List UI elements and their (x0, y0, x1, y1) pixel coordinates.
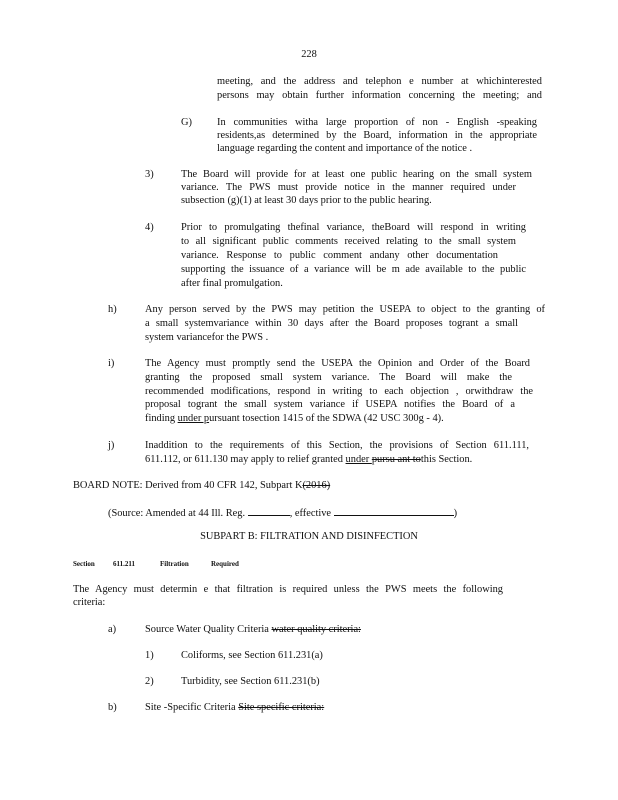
text-fragment: Source Water Quality Criteria (145, 624, 272, 635)
text-line: persons may obtain further information concerning the meeting; and (217, 90, 542, 101)
text-line: The Agency must promptly send the USEPA the Opinion and Order of the Board (145, 358, 530, 369)
item-label: j) (108, 440, 115, 451)
text-line: subsection (g)(1) at least 30 days prior to the public hearing. (181, 195, 432, 206)
struck-deletion: Site specific criteria: (238, 702, 325, 713)
struck-deletion: pursu ant to (371, 454, 421, 465)
board-note (73, 479, 330, 492)
text-line: Prior to promulgating thefinal variance, theBoard will respond in writing (181, 222, 526, 233)
source-note (108, 505, 457, 520)
struck-deletion: water quality criteria: (271, 624, 361, 635)
text-line: Coliforms, see Section 611.231(a) (181, 650, 323, 661)
blank-line (334, 505, 454, 516)
text-line: The Board will provide for at least one public hearing on the small system (181, 169, 532, 180)
text-fragment: finding (145, 413, 178, 424)
text-line: residents,as determined by the Board, information in the appropriate (217, 130, 537, 141)
board-note-text: BOARD NOTE: Derived from 40 CFR 142, Subpart K (73, 480, 303, 491)
item-label: 2) (145, 676, 154, 687)
section-title: Required (211, 560, 239, 568)
text-line: Inaddition to the requirements of this Section, the provisions of Section 611.111, (145, 440, 529, 451)
text-line: variance. The PWS must provide notice in the manner required under (181, 182, 516, 193)
source-text: , effective (289, 508, 332, 519)
text-line: Any person served by the PWS may petition the USEPA to object to the granting of (145, 304, 545, 315)
section-title: Filtration (160, 560, 189, 568)
section-number: 611.211 (113, 560, 135, 568)
section-label: Section (73, 560, 95, 568)
text-line: The Agency must determin e that filtration is required unless the PWS meets the following (73, 584, 503, 595)
text-line: language regarding the content and importance of the notice . (217, 143, 473, 154)
text-fragment: 611.112, or 611.130 may apply to relief granted (145, 454, 346, 465)
subpart-heading: SUBPART B: FILTRATION AND DISINFECTION (200, 531, 418, 542)
text-line (145, 412, 444, 425)
text-fragment: ursuant tosection 1415 of the SDWA (42 USC 300g - 4). (209, 413, 444, 424)
page-number: 228 (301, 49, 317, 60)
text-line: criteria: (73, 597, 106, 608)
text-line: meeting, and the address and telephon e number at whichinterested (217, 76, 542, 87)
item-label: b) (108, 702, 117, 713)
item-label: 1) (145, 650, 154, 661)
text-line: supporting the issuance of a variance will be m ade available to the public (181, 264, 526, 275)
underlined-insertion: under (345, 454, 372, 465)
text-line: system variancefor the PWS . (145, 332, 269, 343)
source-text: ) (453, 508, 458, 519)
item-label: G) (181, 117, 192, 128)
text-line: proposal togrant the small system variance if USEPA notifies the Board of a (145, 399, 515, 410)
text-line: variance. Response to public comment andany other documentation (181, 250, 498, 261)
text-fragment: Site -Specific Criteria (145, 702, 239, 713)
item-label: i) (108, 358, 115, 369)
text-line: after final promulgation. (181, 278, 283, 289)
text-line (145, 623, 361, 636)
item-label: 4) (145, 222, 154, 233)
item-label: a) (108, 624, 117, 635)
underlined-insertion: under p (177, 413, 210, 424)
text-line: In communities witha large proportion of non - English -speaking (217, 117, 537, 128)
text-line: recommended modifications, respond in writing to each objection , orwithdraw the (145, 386, 533, 397)
text-line (145, 701, 324, 714)
item-label: h) (108, 304, 117, 315)
item-label: 3) (145, 169, 154, 180)
struck-deletion: (2016) (302, 480, 331, 491)
text-fragment: this Section. (420, 454, 473, 465)
blank-line (248, 505, 290, 516)
text-line: Turbidity, see Section 611.231(b) (181, 676, 320, 687)
source-text: (Source: Amended at 44 Ill. Reg. (108, 508, 246, 519)
text-line: granting the proposed small system variance. The Board will make the (145, 372, 512, 383)
text-line (145, 453, 472, 466)
text-line: to all significant public comments received relating to the small system (181, 236, 516, 247)
text-line: a small systemvariance within 30 days after the Board proposes togrant a small (145, 318, 518, 329)
